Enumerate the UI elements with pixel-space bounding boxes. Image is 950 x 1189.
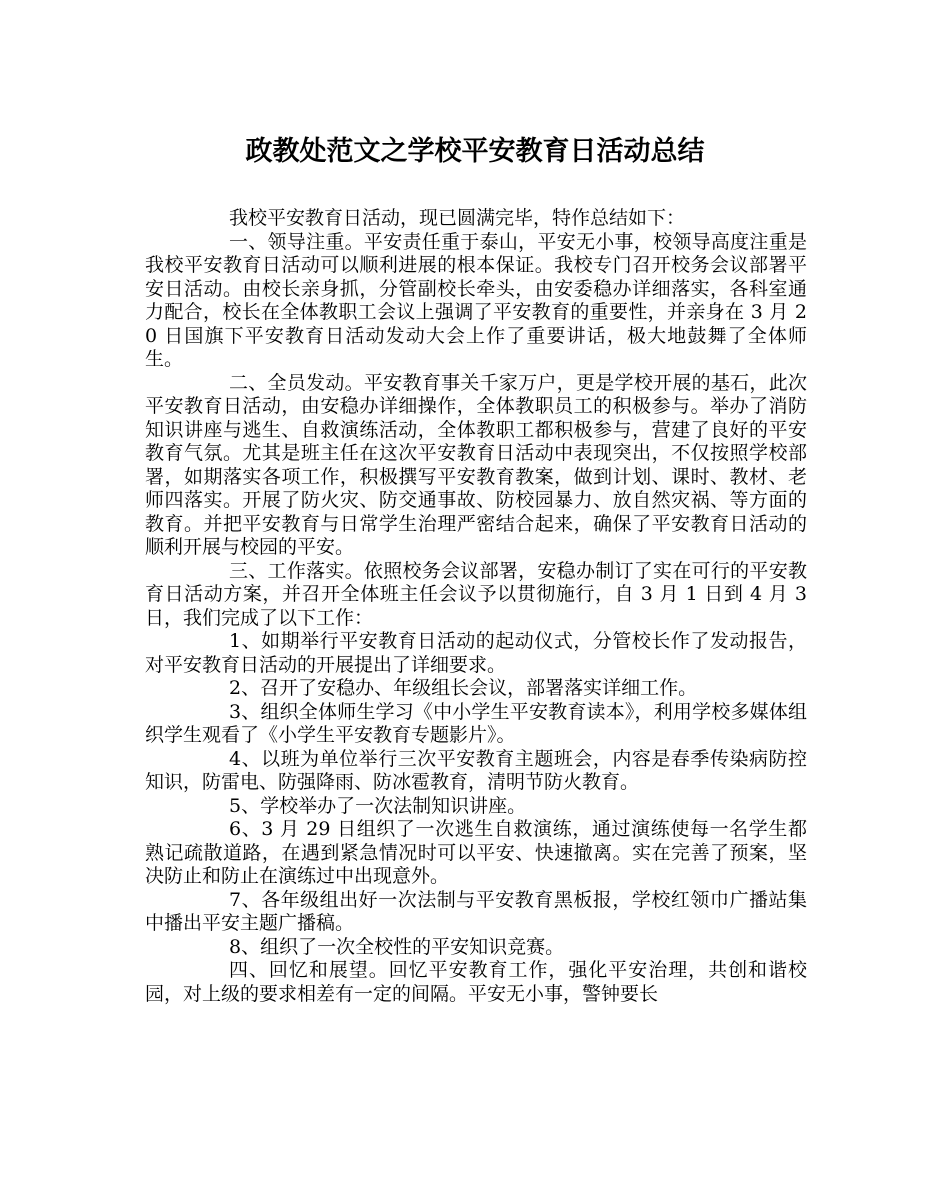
paragraph-leadership: 一、领导注重。平安责任重于泰山，平安无小事，校领导高度注重是我校平安教育日活动可以顺利进展的根本保证。我校专门召开校务会议部署平安日活动。由校长亲身抓，分管副校长牵头，由安委稳办详细落实，各科室通力配合，校长在全体教职工会议上强调了平安教育的重要性，并亲身在 3 月 20 日国旗下平安教育日活动发动大会上作了重要讲话，极大地鼓舞了全体师生。 <box>145 230 807 370</box>
list-item-8: 8、组织了一次全校性的平安知识竞赛。 <box>229 935 565 958</box>
paragraph-mobilization: 二、全员发动。平安教育事关千家万户，更是学校开展的基石，此次平安教育日活动，由安稳办详细操作，全体教职员工的积极参与。举办了消防知识讲座与逃生、自救演练活动，全体教职工都积极参与，营建了良好的平安教育气氛。尤其是班主任在这次平安教育日活动中表现突出，不仅按照学校部署，如期落实各项工作，积极撰写平安教育教案，做到计划、课时、教材、老师四落实。开展了防火灾、防交通事故、防校园暴力、放自然灾祸、等方面的教育。并把平安教育与日常学生治理严密结合起来，确保了平安教育日活动的顺利开展与校园的平安。 <box>145 371 807 558</box>
list-item-4: 4、以班为单位举行三次平安教育主题班会，内容是春季传染病防控知识，防雷电、防强降雨、防冰雹教育，清明节防火教育。 <box>145 747 807 793</box>
paragraph-intro: 我校平安教育日活动，现已圆满完毕，特作总结如下： <box>229 207 686 229</box>
list-item-6: 6、3 月 29 日组织了一次逃生自救演练，通过演练使每一名学生都熟记疏散道路，在遇到紧急情况时可以平安、快速撤离。实在完善了预案，坚决防止和防止在演练过中出现意外。 <box>145 818 807 887</box>
document-body <box>145 207 807 1006</box>
paragraph-review: 四、回忆和展望。回忆平安教育工作，强化平安治理，共创和谐校园，对上级的要求相差有一定的间隔。平安无小事，警钟要长 <box>145 959 807 1005</box>
list-item-1: 1、如期举行平安教育日活动的起动仪式，分管校长作了发动报告，对平安教育日活动的开展提出了详细要求。 <box>145 630 807 676</box>
list-item-3: 3、组织全体师生学习《中小学生平安教育读本》，利用学校多媒体组织学生观看了《小学生平安教育专题影片》。 <box>145 700 807 746</box>
list-item-2: 2、召开了安稳办、年级组长会议，部署落实详细工作。 <box>229 677 698 699</box>
document-title: 政教处范文之学校平安教育日活动总结 <box>245 136 705 167</box>
paragraph-implementation: 三、工作落实。依照校务会议部署，安稳办制订了实在可行的平安教育日活动方案，并召开全体班主任会议予以贯彻施行，自 3 月 1 日到 4 月 3 日，我们完成了以下工作： <box>145 559 807 629</box>
list-item-5: 5、学校举办了一次法制知识讲座。 <box>229 794 527 817</box>
list-item-7: 7、各年级组出好一次法制与平安教育黑板报，学校红领巾广播站集中播出平安主题广播稿。 <box>145 888 807 934</box>
